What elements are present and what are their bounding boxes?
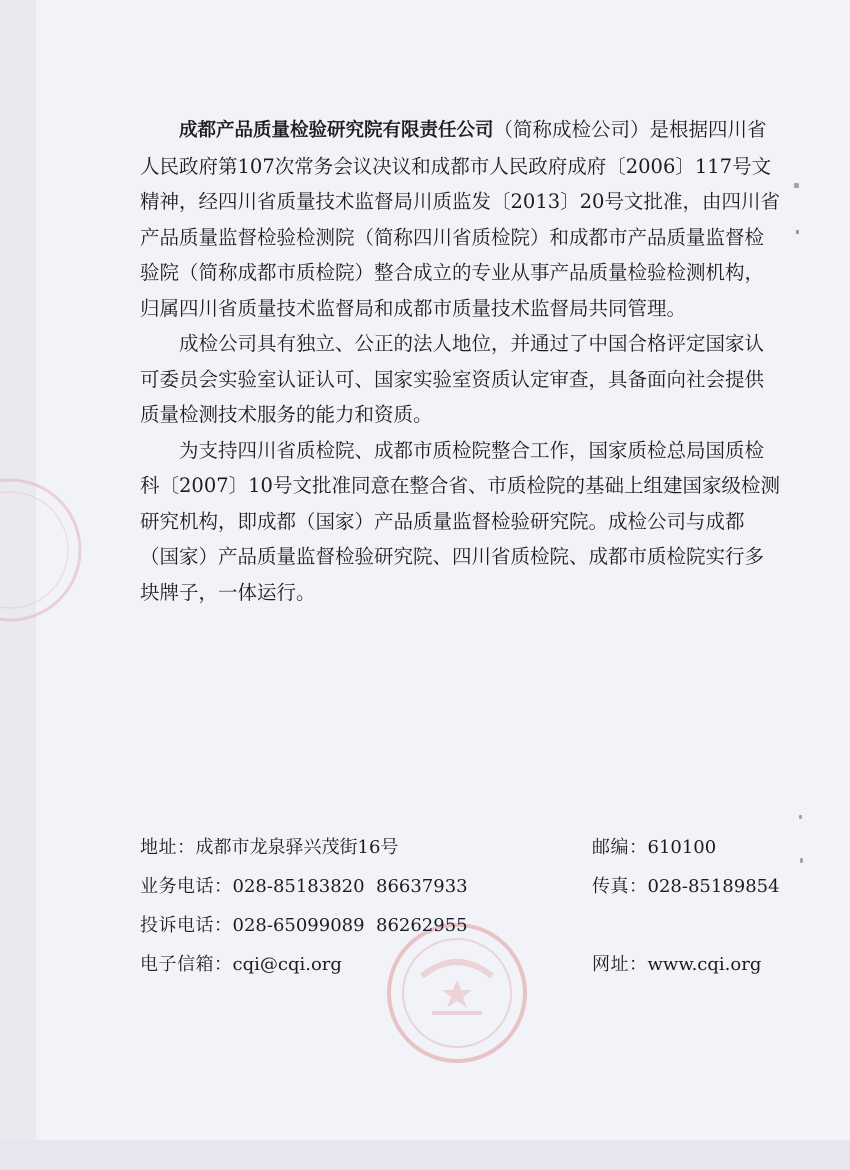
paragraph-2: 成检公司具有独立、公正的法人地位，并通过了中国合格评定国家认可委员会实验室认证认可、国家实验室资质认定审查，具备面向社会提供质量检测技术服务的能力和资质。 (140, 332, 765, 426)
paragraph-1-text: （简称成检公司）是根据四川省人民政府第107次常务会议决议和成都市人民政府成府〔2006〕117号文精神，经四川省质量技术监督局川质监发〔2013〕20号文批准，由四川省产品质量监督检验检测院（简称四川省质检院）和成都市产品质量监督检验院（简称成都市质检院）整合成立的专业从事产品质量检验检测机构，归属四川省质量技术监督局和成都市质量技术监督局共同管理。 (140, 118, 780, 320)
complaint-phone-value: 028-65099089 86262955 (232, 915, 468, 936)
document-body (140, 112, 780, 610)
website-value: www.cqi.org (647, 954, 762, 975)
address-label: 地址： (140, 837, 196, 858)
scan-speck (800, 858, 803, 863)
contact-row-complaint-phone (140, 911, 780, 941)
paragraph-1 (140, 112, 780, 326)
scan-bottom-margin (0, 1140, 850, 1170)
contact-row-address (140, 833, 780, 863)
seal-stamp-left (0, 470, 90, 630)
paragraph-3: 为支持四川省质检院、成都市质检院整合工作，国家质检总局国质检科〔2007〕10号文批准同意在整合省、市质检院的基础上组建国家级检测研究机构，即成都（国家）产品质量监督检验研究院。成检公司与成都（国家）产品质量监督检验研究院、四川省质检院、成都市质检院实行多块牌子，一体运行。 (140, 438, 780, 604)
fax-value: 028-85189854 (647, 876, 780, 897)
website-label: 网址： (592, 954, 648, 975)
contact-row-business-phone (140, 872, 780, 902)
complaint-phone-label: 投诉电话： (140, 915, 233, 936)
business-phone-value: 028-85183820 86637933 (232, 876, 468, 897)
email-value: cqi@cqi.org (232, 954, 342, 975)
email-label: 电子信箱： (140, 954, 233, 975)
postcode-label: 邮编： (592, 837, 648, 858)
business-phone-label: 业务电话： (140, 876, 233, 897)
scan-speck (794, 183, 799, 188)
postcode-value: 610100 (647, 837, 717, 858)
scan-speck (796, 230, 799, 234)
contact-row-email (140, 950, 780, 980)
scan-speck (799, 815, 802, 819)
website (592, 950, 761, 980)
postcode (592, 833, 716, 863)
address-value: 成都市龙泉驿兴茂街16号 (195, 837, 399, 858)
fax-label: 传真： (592, 876, 648, 897)
fax (592, 872, 780, 902)
company-name: 成都产品质量检验研究院有限责任公司 (179, 120, 494, 141)
